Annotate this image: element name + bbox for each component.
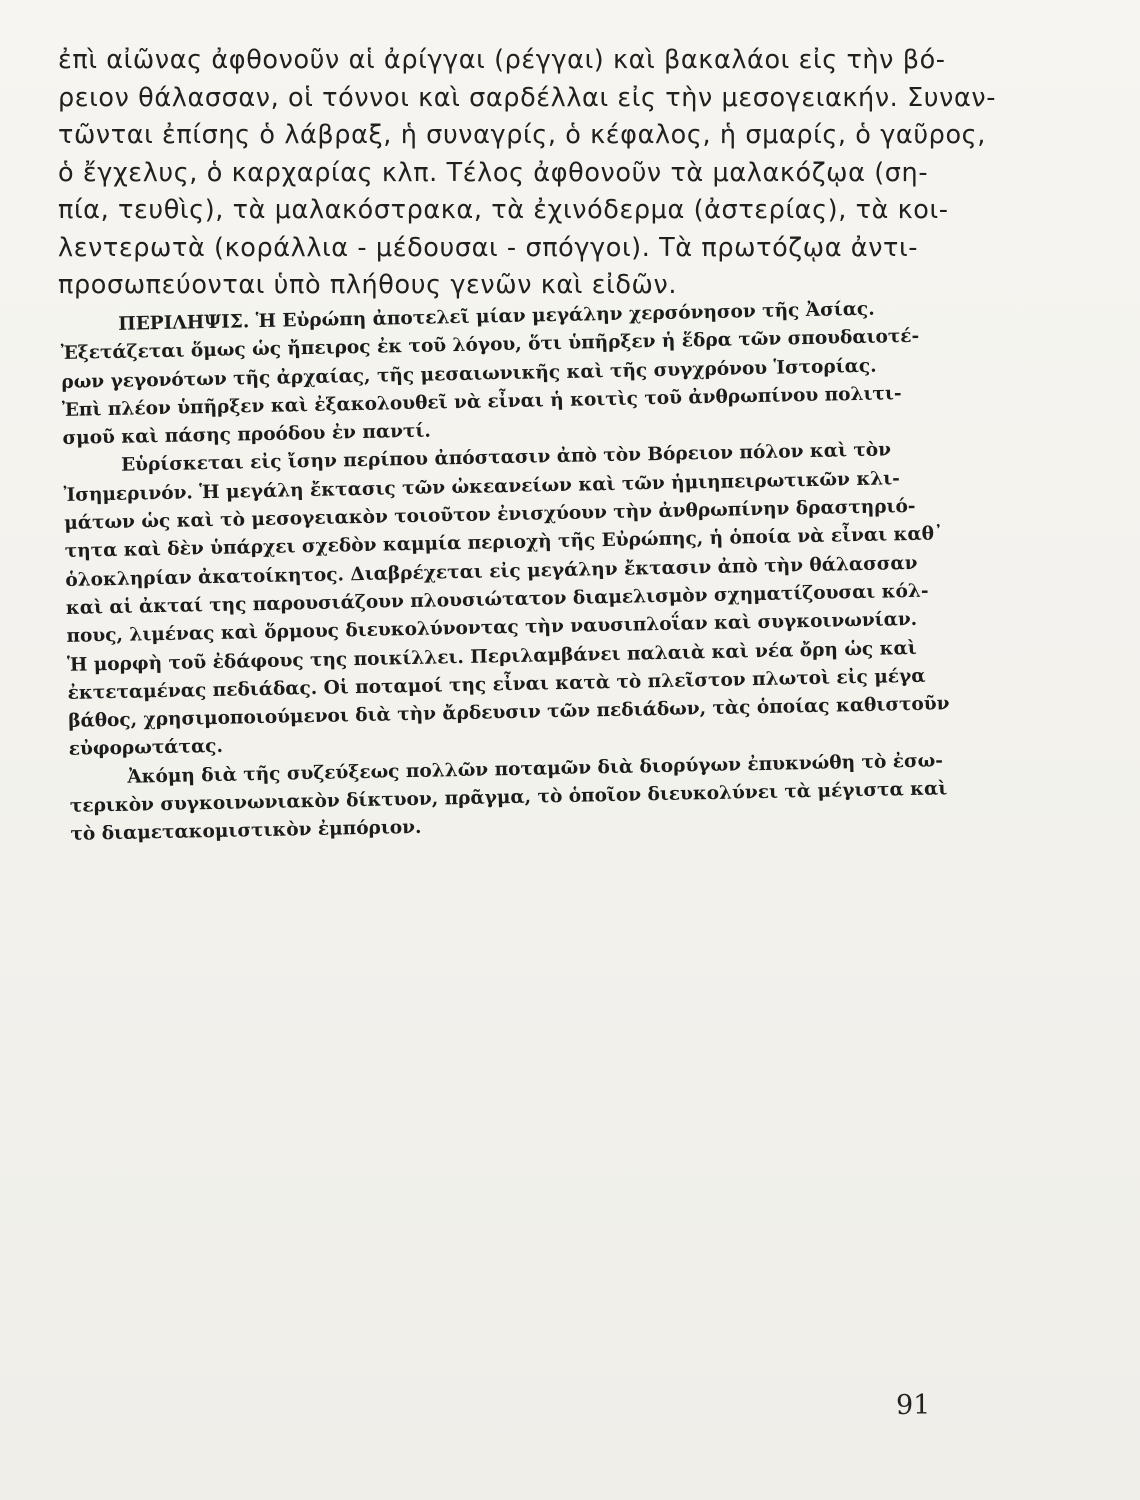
text-line: καὶ αἱ ἀκταί της παρουσιάζουν πλουσιώτατον διαμελισμὸν σχηματίζουσαι κόλ- <box>65 580 929 619</box>
text-line: τητα καὶ δὲν ὑπάρχει σχεδὸν καμμία περιοχὴ τῆς Εὐρώπης, ἡ ὁποία νὰ εἶναι καθ᾽ <box>64 523 944 563</box>
text-line: Ἀκόμη διὰ τῆς συζεύξεως πολλῶν ποταμῶν διὰ διορύγων ἐπυκνώθη τὸ ἐσω- <box>127 750 944 788</box>
continuation-paragraph <box>58 42 997 305</box>
text-line: βάθος, χρησιμοποιούμενοι διὰ τὴν ἄρδευσιν τῶν πεδιάδων, τὰς ὁποίας καθιστοῦν <box>68 693 950 733</box>
text-line: πους, λιμένας καὶ ὅρμους διευκολύνοντας τὴν ναυσιπλοΐαν καὶ συγκοινωνίαν. <box>66 609 918 648</box>
summary-heading-line: ΠΕΡΙΛΗΨΙΣ. Ἡ Εὐρώπη ἀποτελεῖ μίαν μεγάλην χερσόνησον τῆς Ἀσίας. <box>118 298 875 335</box>
text-line: τὸ διαμετακομιστικὸν ἐμπόριον. <box>70 817 422 846</box>
text-line: λεντερωτὰ (κοράλλια - μέδουσαι - σπόγγοι). Τὰ πρωτόζῳα ἀντι- <box>58 232 919 263</box>
page-number: 91 <box>896 1390 931 1421</box>
text-line: ὁ ἔγχελυς, ὁ καρχαρίας κλπ. Τέλος ἀφθονοῦν τὰ μαλακόζῳα (ση- <box>58 157 929 188</box>
text-line: τῶνται ἐπίσης ὁ λάβραξ, ἡ συναγρίς, ὁ κέφαλος, ἡ σμαρίς, ὁ γαῦρος, <box>58 120 986 150</box>
text-line: ὁλοκληρίαν ἀκατοίκητος. Διαβρέχεται εἰς μεγάλην ἔκτασιν ἀπὸ τὴν θάλασσαν <box>65 552 918 591</box>
text-line: ρειον θάλασσαν, οἱ τόννοι καὶ σαρδέλλαι εἰς τὴν μεσογειακήν. Συναν- <box>58 82 997 113</box>
text-line: ἐπὶ αἰῶνας ἀφθονοῦν αἱ ἀρίγγαι (ρέγγαι) καὶ βακαλάοι εἰς τὴν βό- <box>58 45 946 75</box>
text-line: Ἰσημερινόν. Ἡ μεγάλη ἔκτασις τῶν ὠκεανείων καὶ τῶν ἡμιηπειρωτικῶν κλι- <box>63 467 901 506</box>
text-line: εὐφορωτάτας. <box>68 736 224 761</box>
summary-section <box>60 295 950 850</box>
text-line: ἐκτεταμένας πεδιάδας. Οἱ ποταμοί της εἶναι κατὰ τὸ πλεῖστον πλωτοὶ εἰς μέγα <box>67 665 926 704</box>
text-line: Ἡ μορφὴ τοῦ ἐδάφους της ποικίλλει. Περιλαμβάνει παλαιὰ καὶ νέα ὄρη ὡς καὶ <box>66 637 917 676</box>
text-line: σμοῦ καὶ πάσης προόδου ἐν παντί. <box>62 420 432 450</box>
text-line: προσωπεύονται ὑπὸ πλήθους γενῶν καὶ εἰδῶν. <box>58 270 678 300</box>
text-line: ρων γεγονότων τῆς ἀρχαίας, τῆς μεσαιωνικῆς καὶ τῆς συγχρόνου Ἱστορίας. <box>61 355 877 393</box>
text-line: πία, τευθὶς), τὰ μαλακόστρακα, τὰ ἐχινόδερμα (ἀστερίας), τὰ κοι- <box>58 195 949 225</box>
text-line: τερικὸν συγκοινωνιακὸν δίκτυον, πρᾶγμα, τὸ ὁποῖον διευκολύνει τὰ μέγιστα καὶ <box>69 778 948 817</box>
text-line: μάτων ὡς καὶ τὸ μεσογειακὸν τοιοῦτον ἐνισχύουν τὴν ἀνθρωπίνην δραστηριό- <box>64 495 916 535</box>
text-line: Ἐξετάζεται ὅμως ὡς ἤπειρος ἐκ τοῦ λόγου, ὅτι ὑπῆρξεν ἡ ἕδρα τῶν σπουδαιοτέ- <box>60 326 920 365</box>
text-line: Εὑρίσκεται εἰς ἴσην περίπου ἀπόστασιν ἀπὸ τὸν Βόρειον πόλον καὶ τὸν <box>120 439 892 477</box>
text-line: Ἐπὶ πλέον ὑπῆρξεν καὶ ἐξακολουθεῖ νὰ εἶναι ἡ κοιτὶς τοῦ ἀνθρωπίνου πολιτι- <box>61 383 902 421</box>
